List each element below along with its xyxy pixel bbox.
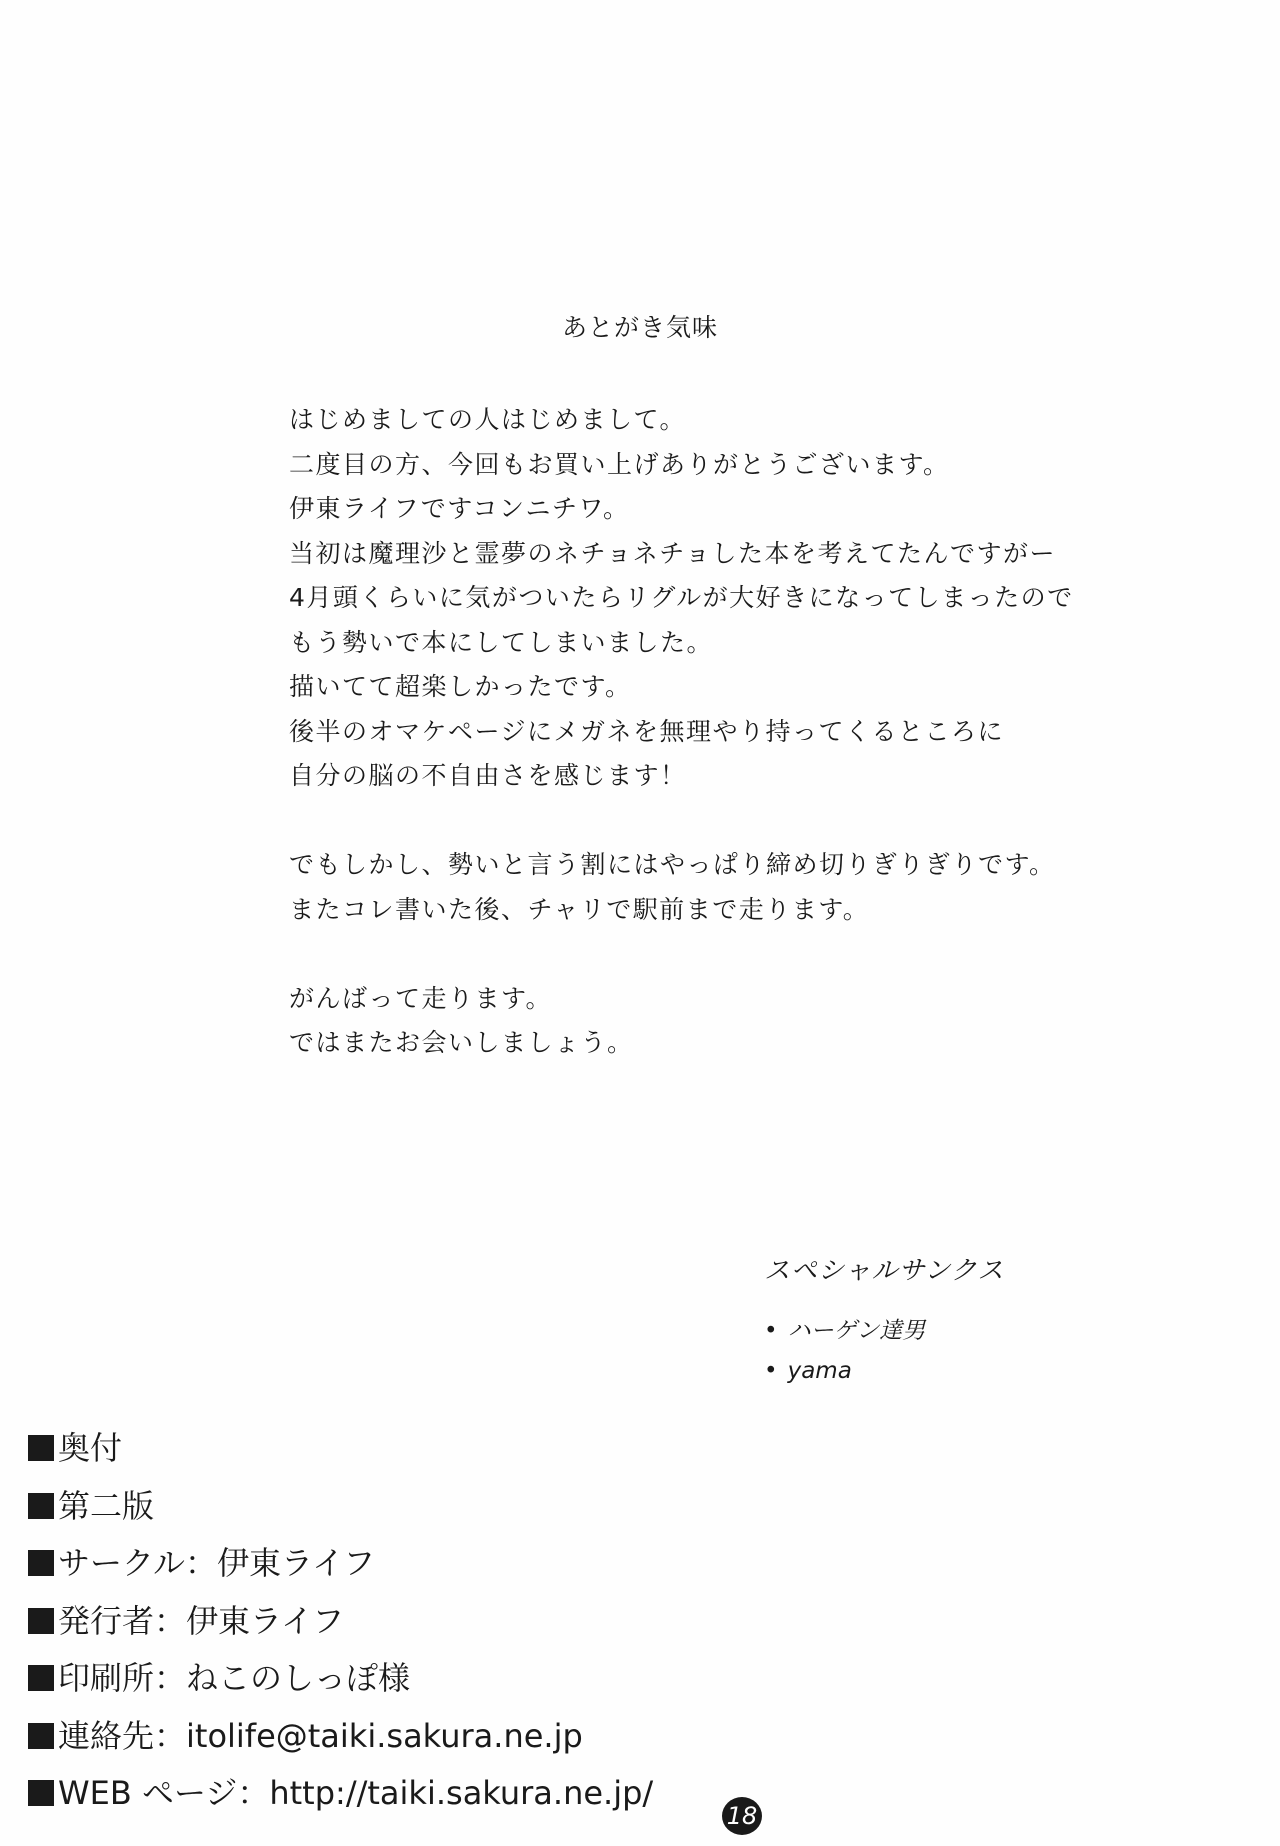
- afterword-line: 後半のオマケページにメガネを無理やり持ってくるところに: [289, 716, 1005, 746]
- colophon-text: 連絡先：itolife@taiki.sakura.ne.jp: [58, 1716, 583, 1755]
- square-bullet-icon: [28, 1608, 54, 1634]
- afterword-line: ではまたお会いしましょう。: [289, 1028, 634, 1057]
- bullet-icon: •: [764, 1318, 778, 1344]
- thanks-name: ハーゲン達男: [787, 1318, 926, 1344]
- afterword-line: 二度目の方、今回もお買い上げありがとうございます。: [289, 449, 950, 479]
- afterword-line: がんばって走ります。: [289, 983, 553, 1013]
- paragraph-gap: [289, 932, 1189, 977]
- square-bullet-icon: [28, 1435, 54, 1461]
- afterword-line: 当初は魔理沙と霊夢のネチョネチョした本を考えてたんですがー: [289, 538, 1057, 568]
- colophon-row: [28, 1593, 653, 1651]
- colophon-text: 印刷所：ねこのしっぽ様: [58, 1659, 411, 1697]
- afterword-line: 伊東ライフですコンニチワ。: [289, 494, 630, 523]
- colophon-row: [28, 1420, 653, 1478]
- special-thanks-heading: スペシャルサンクス: [764, 1256, 1005, 1286]
- colophon-row: [28, 1708, 653, 1766]
- colophon-row: [28, 1765, 653, 1823]
- afterword-line: はじめましての人はじめまして。: [289, 405, 687, 434]
- bullet-icon: •: [764, 1358, 778, 1384]
- square-bullet-icon: [28, 1550, 54, 1576]
- square-bullet-icon: [28, 1723, 54, 1749]
- paragraph-gap: [289, 799, 1189, 844]
- afterword-line: 4月頭くらいに気がついたらリグルが大好きになってしまったので: [289, 583, 1074, 612]
- square-bullet-icon: [28, 1493, 54, 1519]
- colophon-text: WEB ページ：http://taiki.sakura.ne.jp/: [58, 1774, 654, 1812]
- afterword-line: でもしかし、勢いと言う割にはやっぱり締め切りぎりぎりです。: [289, 850, 1056, 879]
- colophon-text: サークル：伊東ライフ: [58, 1544, 376, 1582]
- afterword-line: 自分の脳の不自由さを感じます！: [289, 761, 687, 790]
- colophon-text: 第二版: [58, 1486, 155, 1525]
- afterword-body: [289, 398, 1189, 1066]
- colophon: [28, 1420, 653, 1823]
- colophon-text: 奥付: [58, 1429, 123, 1467]
- afterword-line: 描いてて超楽しかったです。: [289, 672, 632, 701]
- page-number-badge: 18: [722, 1797, 762, 1835]
- thanks-item: [764, 1351, 1004, 1391]
- colophon-row: [28, 1535, 653, 1593]
- square-bullet-icon: [28, 1665, 54, 1691]
- afterword-line: またコレ書いた後、チャリで駅前まで走ります。: [289, 894, 870, 924]
- colophon-row: [28, 1478, 653, 1536]
- thanks-item: [764, 1311, 1004, 1351]
- thanks-name: yama: [787, 1358, 852, 1384]
- special-thanks: [764, 1250, 1004, 1391]
- colophon-text: 発行者：伊東ライフ: [58, 1601, 345, 1640]
- afterword-title: あとがき気味: [561, 313, 718, 342]
- colophon-row: [28, 1650, 653, 1708]
- afterword-line: もう勢いで本にしてしまいました。: [289, 627, 714, 657]
- square-bullet-icon: [28, 1780, 54, 1806]
